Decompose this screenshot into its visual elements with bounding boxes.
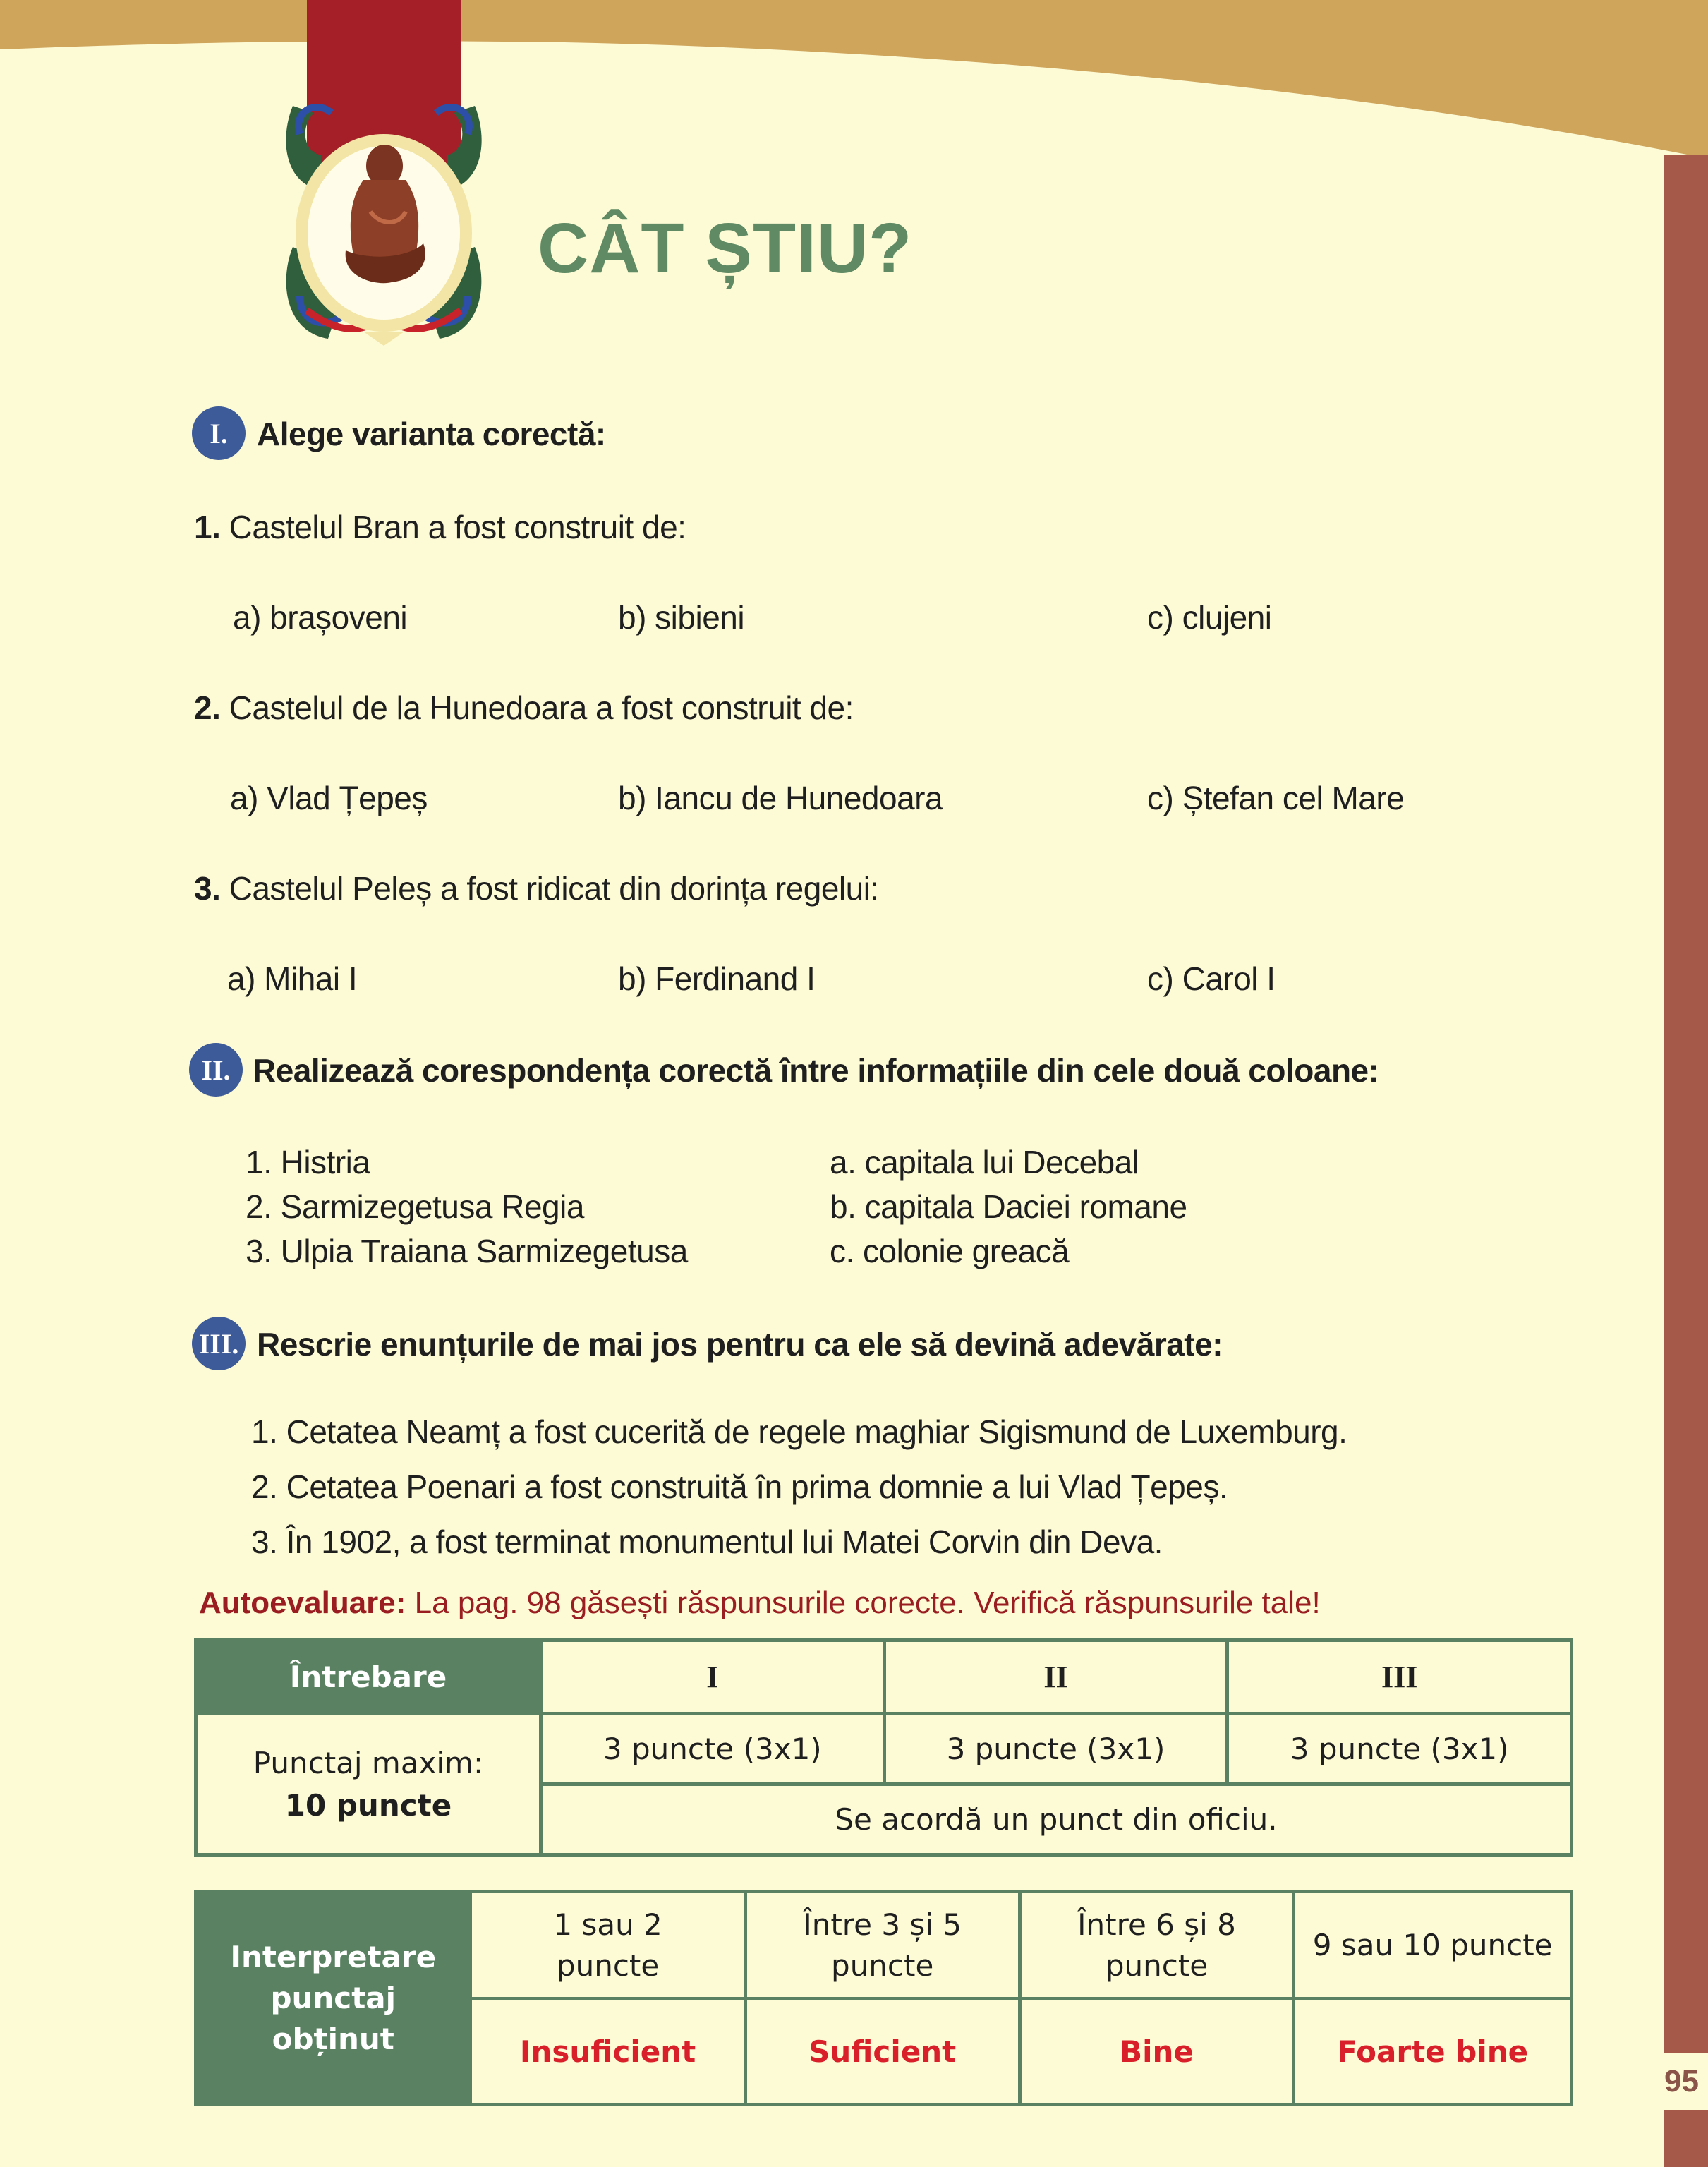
match-left-3: 3. Ulpia Traiana Sarmizegetusa — [246, 1233, 688, 1269]
interpretation-header — [196, 1892, 471, 2105]
max-score-cell — [196, 1714, 541, 1855]
statement-3: 3. În 1902, a fost terminat monumentul lui Matei Corvin din Deva. — [251, 1523, 1163, 1560]
question-2-option-b[interactable]: b) Iancu de Hunedoara — [618, 780, 943, 816]
question-1: 1. Castelul Bran a fost construit de: — [194, 509, 686, 545]
range-1: 1 sau 2 puncte — [471, 1892, 745, 1999]
statement-1: 1. Cetatea Neamț a fost cucerită de regele maghiar Sigismund de Luxemburg. — [251, 1413, 1347, 1450]
match-left-2: 2. Sarmizegetusa Regia — [246, 1188, 584, 1225]
question-2-option-c[interactable]: c) Ștefan cel Mare — [1147, 780, 1405, 816]
autoevaluare-note: Autoevaluare: La pag. 98 găsești răspunsurile corecte. Verifică răspunsurile tale! — [199, 1586, 1321, 1620]
grade-insuficient: Insuficient — [471, 1999, 745, 2105]
section-3-heading: Rescrie enunțurile de mai jos pentru ca ele să devină adevărate: — [257, 1326, 1223, 1363]
question-2-option-a[interactable]: a) Vlad Țepeș — [230, 780, 428, 816]
statement-2: 2. Cetatea Poenari a fost construită în prima domnie a lui Vlad Țepeș. — [251, 1468, 1228, 1505]
score-points-1: 3 puncte (3x1) — [540, 1714, 884, 1785]
question-2: 2. Castelul de la Hunedoara a fost construit de: — [194, 689, 854, 726]
match-right-b: b. capitala Daciei romane — [830, 1188, 1187, 1225]
score-table-header: Întrebare — [196, 1641, 541, 1714]
interpretation-header-line-3: obținut — [272, 2021, 394, 2056]
section-3-badge: III. — [192, 1317, 246, 1370]
match-left-1: 1. Histria — [246, 1144, 370, 1181]
section-1-badge: I. — [192, 406, 246, 460]
top-decorative-band — [0, 0, 1708, 162]
range-4: 9 sau 10 puncte — [1294, 1892, 1572, 1999]
interpretation-header-line-1: Interpretare — [230, 1939, 437, 1974]
range-3: Între 6 și 8 puncte — [1019, 1892, 1294, 1999]
grade-bine: Bine — [1019, 1999, 1294, 2105]
score-points-2: 3 puncte (3x1) — [884, 1714, 1228, 1785]
interpretation-header-line-2: punctaj — [270, 1980, 396, 2015]
question-3-option-a[interactable]: a) Mihai I — [227, 960, 358, 997]
match-right-a: a. capitala lui Decebal — [830, 1144, 1139, 1181]
question-3: 3. Castelul Peleș a fost ridicat din dorința regelui: — [194, 870, 879, 907]
bonus-point: Se acordă un punct din oficiu. — [540, 1785, 1571, 1855]
score-col-2: II — [884, 1641, 1228, 1714]
grade-foarte-bine: Foarte bine — [1294, 1999, 1572, 2105]
question-1-option-a[interactable]: a) brașoveni — [233, 599, 408, 636]
score-col-1: I — [540, 1641, 884, 1714]
section-2-heading: Realizează corespondența corectă între informațiile din cele două coloane: — [253, 1052, 1379, 1089]
score-points-3: 3 puncte (3x1) — [1228, 1714, 1572, 1785]
section-1-heading: Alege varianta corectă: — [257, 416, 606, 452]
max-score-value: 10 puncte — [284, 1787, 452, 1823]
page-title: CÂT ȘTIU? — [538, 209, 913, 288]
section-2-badge: II. — [189, 1043, 243, 1097]
question-3-option-c[interactable]: c) Carol I — [1147, 960, 1276, 997]
interpretation-table — [194, 1890, 1573, 2106]
question-3-option-b[interactable]: b) Ferdinand I — [618, 960, 816, 997]
side-decorative-band — [1664, 155, 1708, 2167]
score-table — [194, 1638, 1573, 1857]
match-right-c: c. colonie greacă — [830, 1233, 1070, 1269]
max-score-label: Punctaj maxim: — [253, 1745, 484, 1780]
score-col-3: III — [1228, 1641, 1572, 1714]
range-2: Între 3 și 5 puncte — [745, 1892, 1019, 1999]
question-1-option-b[interactable]: b) sibieni — [618, 599, 745, 636]
grade-suficient: Suficient — [745, 1999, 1019, 2105]
question-1-option-c[interactable]: c) clujeni — [1147, 599, 1272, 636]
page-number: 95 — [1655, 2053, 1708, 2110]
ribbon-emblem-icon — [279, 0, 490, 353]
